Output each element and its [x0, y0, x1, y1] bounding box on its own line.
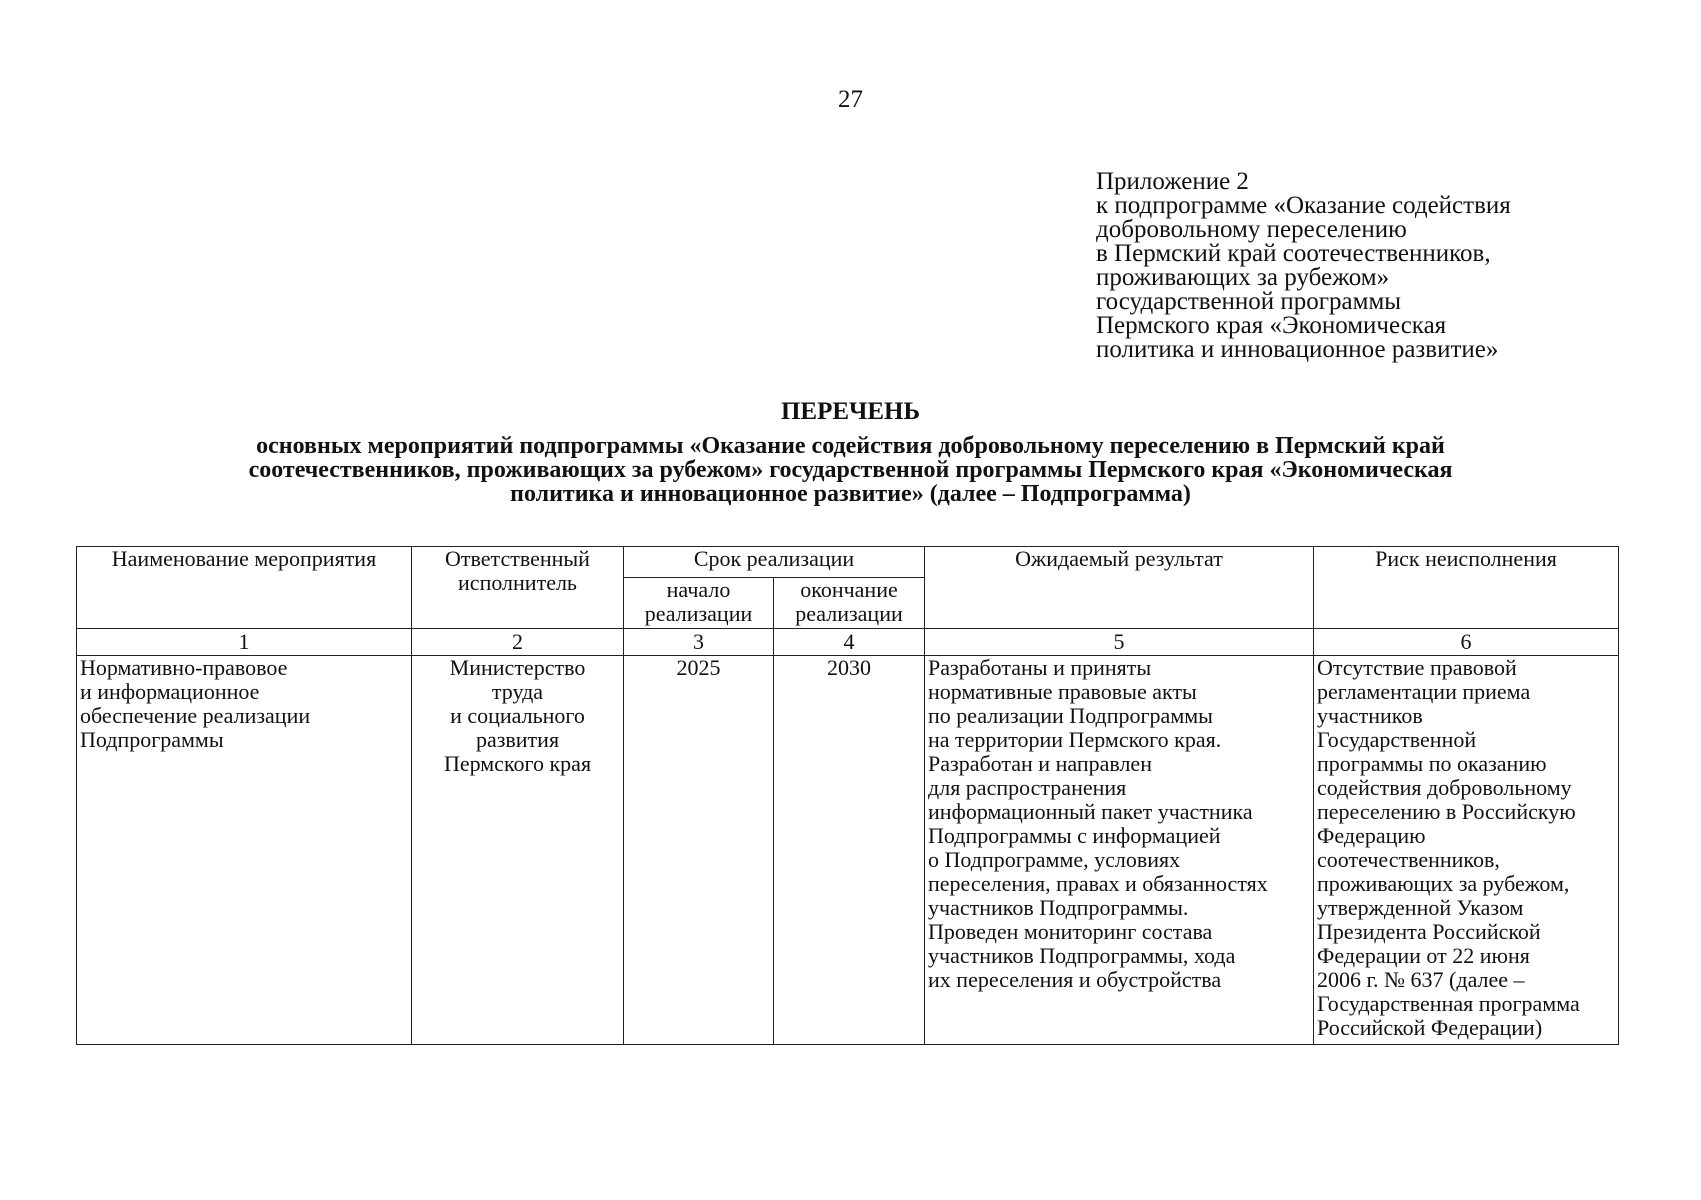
column-number: 6 [1314, 629, 1619, 656]
subtitle-line: политика и инновационное развитие» (далее – Подпрограмма) [510, 481, 1191, 507]
cell-line: Министерство [449, 655, 586, 680]
column-number: 4 [774, 629, 925, 656]
column-number: 2 [412, 629, 624, 656]
cell-line: обеспечение реализации [80, 703, 311, 728]
end-year-cell: 2030 [774, 656, 925, 1045]
cell-line: на территории Пермского края. [928, 727, 1222, 752]
cell-line: развития [475, 727, 560, 752]
cell-line: участников [1317, 703, 1423, 728]
cell-line: переселения, правах и обязанностях [928, 871, 1268, 896]
cell-line: программы по оказанию [1317, 751, 1547, 776]
column-number: 5 [925, 629, 1314, 656]
cell-line: Российской Федерации) [1317, 1015, 1543, 1040]
appendix-line: государственной программы [1096, 288, 1402, 315]
header-end [774, 578, 925, 629]
column-number: 1 [77, 629, 412, 656]
cell-line: их переселения и обустройства [928, 967, 1222, 992]
cell-line: Подпрограммы с информацией [928, 823, 1221, 848]
appendix-line: к подпрограмме «Оказание содействия [1096, 192, 1511, 219]
appendix-line: Приложение 2 [1096, 168, 1249, 195]
start-year-cell: 2025 [624, 656, 774, 1045]
cell-line: Разработаны и приняты [928, 655, 1152, 680]
header-end-line: реализации [795, 601, 903, 626]
cell-line: проживающих за рубежом, [1317, 871, 1570, 896]
page-number: 27 [838, 86, 863, 113]
cell-line: Нормативно-правовое [80, 655, 288, 680]
header-start [624, 578, 774, 629]
cell-line: переселению в Российскую [1317, 799, 1576, 824]
cell-line: соотечественников, [1317, 847, 1500, 872]
header-name: Наименование мероприятия [77, 547, 412, 629]
appendix-line: проживающих за рубежом» [1096, 264, 1390, 291]
cell-line: о Подпрограмме, условиях [928, 847, 1181, 872]
cell-line: труда [491, 679, 544, 704]
appendix-note [1096, 170, 1656, 362]
cell-line: и социального [450, 703, 585, 728]
measures-table [76, 546, 1619, 1045]
header-period: Срок реализации [624, 547, 925, 578]
risk-cell [1314, 656, 1619, 1045]
header-end-line: окончание [800, 577, 898, 602]
header-executor-line: исполнитель [458, 570, 577, 595]
subtitle-line: основных мероприятий подпрограммы «Оказание содействия добровольному переселению в Пермский край [256, 433, 1445, 459]
header-result: Ожидаемый результат [925, 547, 1314, 629]
column-number: 3 [624, 629, 774, 656]
cell-line: Пермского края [443, 751, 592, 776]
cell-line: Федерации от 22 июня [1317, 943, 1530, 968]
cell-line: Государственная программа [1317, 991, 1580, 1016]
header-executor [412, 547, 624, 629]
document-subtitle [0, 434, 1701, 506]
appendix-line: политика и инновационное развитие» [1096, 336, 1499, 363]
cell-line: участников Подпрограммы. [928, 895, 1189, 920]
appendix-line: Пермского края «Экономическая [1096, 312, 1447, 339]
appendix-line: в Пермский край соотечественников, [1096, 240, 1491, 267]
cell-line: нормативные правовые акты [928, 679, 1197, 704]
measure-name-cell [77, 656, 412, 1045]
cell-line: по реализации Подпрограммы [928, 703, 1213, 728]
cell-line: содействия добровольному [1317, 775, 1572, 800]
header-start-line: реализации [644, 601, 753, 626]
cell-line: Проведен мониторинг состава [928, 919, 1213, 944]
subtitle-line: соотечественников, проживающих за рубежом» государственной программы Пермского края «Экономическая [248, 457, 1453, 483]
cell-line: Президента Российской [1317, 919, 1541, 944]
header-executor-line: Ответственный [445, 546, 590, 571]
executor-cell [412, 656, 624, 1045]
cell-line: Федерацию [1317, 823, 1426, 848]
header-start-line: начало [666, 577, 731, 602]
cell-line: Подпрограммы [80, 727, 224, 752]
cell-line: регламентации приема [1317, 679, 1531, 704]
cell-line: 2006 г. № 637 (далее – [1317, 967, 1525, 992]
column-numbers-row [77, 629, 1619, 656]
cell-line: утвержденной Указом [1317, 895, 1524, 920]
table-header-row [77, 547, 1619, 578]
table-row [77, 656, 1619, 1045]
cell-line: Отсутствие правовой [1317, 655, 1517, 680]
cell-line: информационный пакет участника [928, 799, 1253, 824]
cell-line: участников Подпрограммы, хода [928, 943, 1236, 968]
header-risk: Риск неисполнения [1314, 547, 1619, 629]
expected-result-cell [925, 656, 1314, 1045]
cell-line: Разработан и направлен [928, 751, 1152, 776]
appendix-line: добровольному переселению [1096, 216, 1407, 243]
document-title: ПЕРЕЧЕНЬ [780, 398, 921, 425]
cell-line: Государственной [1317, 727, 1477, 752]
cell-line: для распространения [928, 775, 1127, 800]
cell-line: и информационное [80, 679, 260, 704]
